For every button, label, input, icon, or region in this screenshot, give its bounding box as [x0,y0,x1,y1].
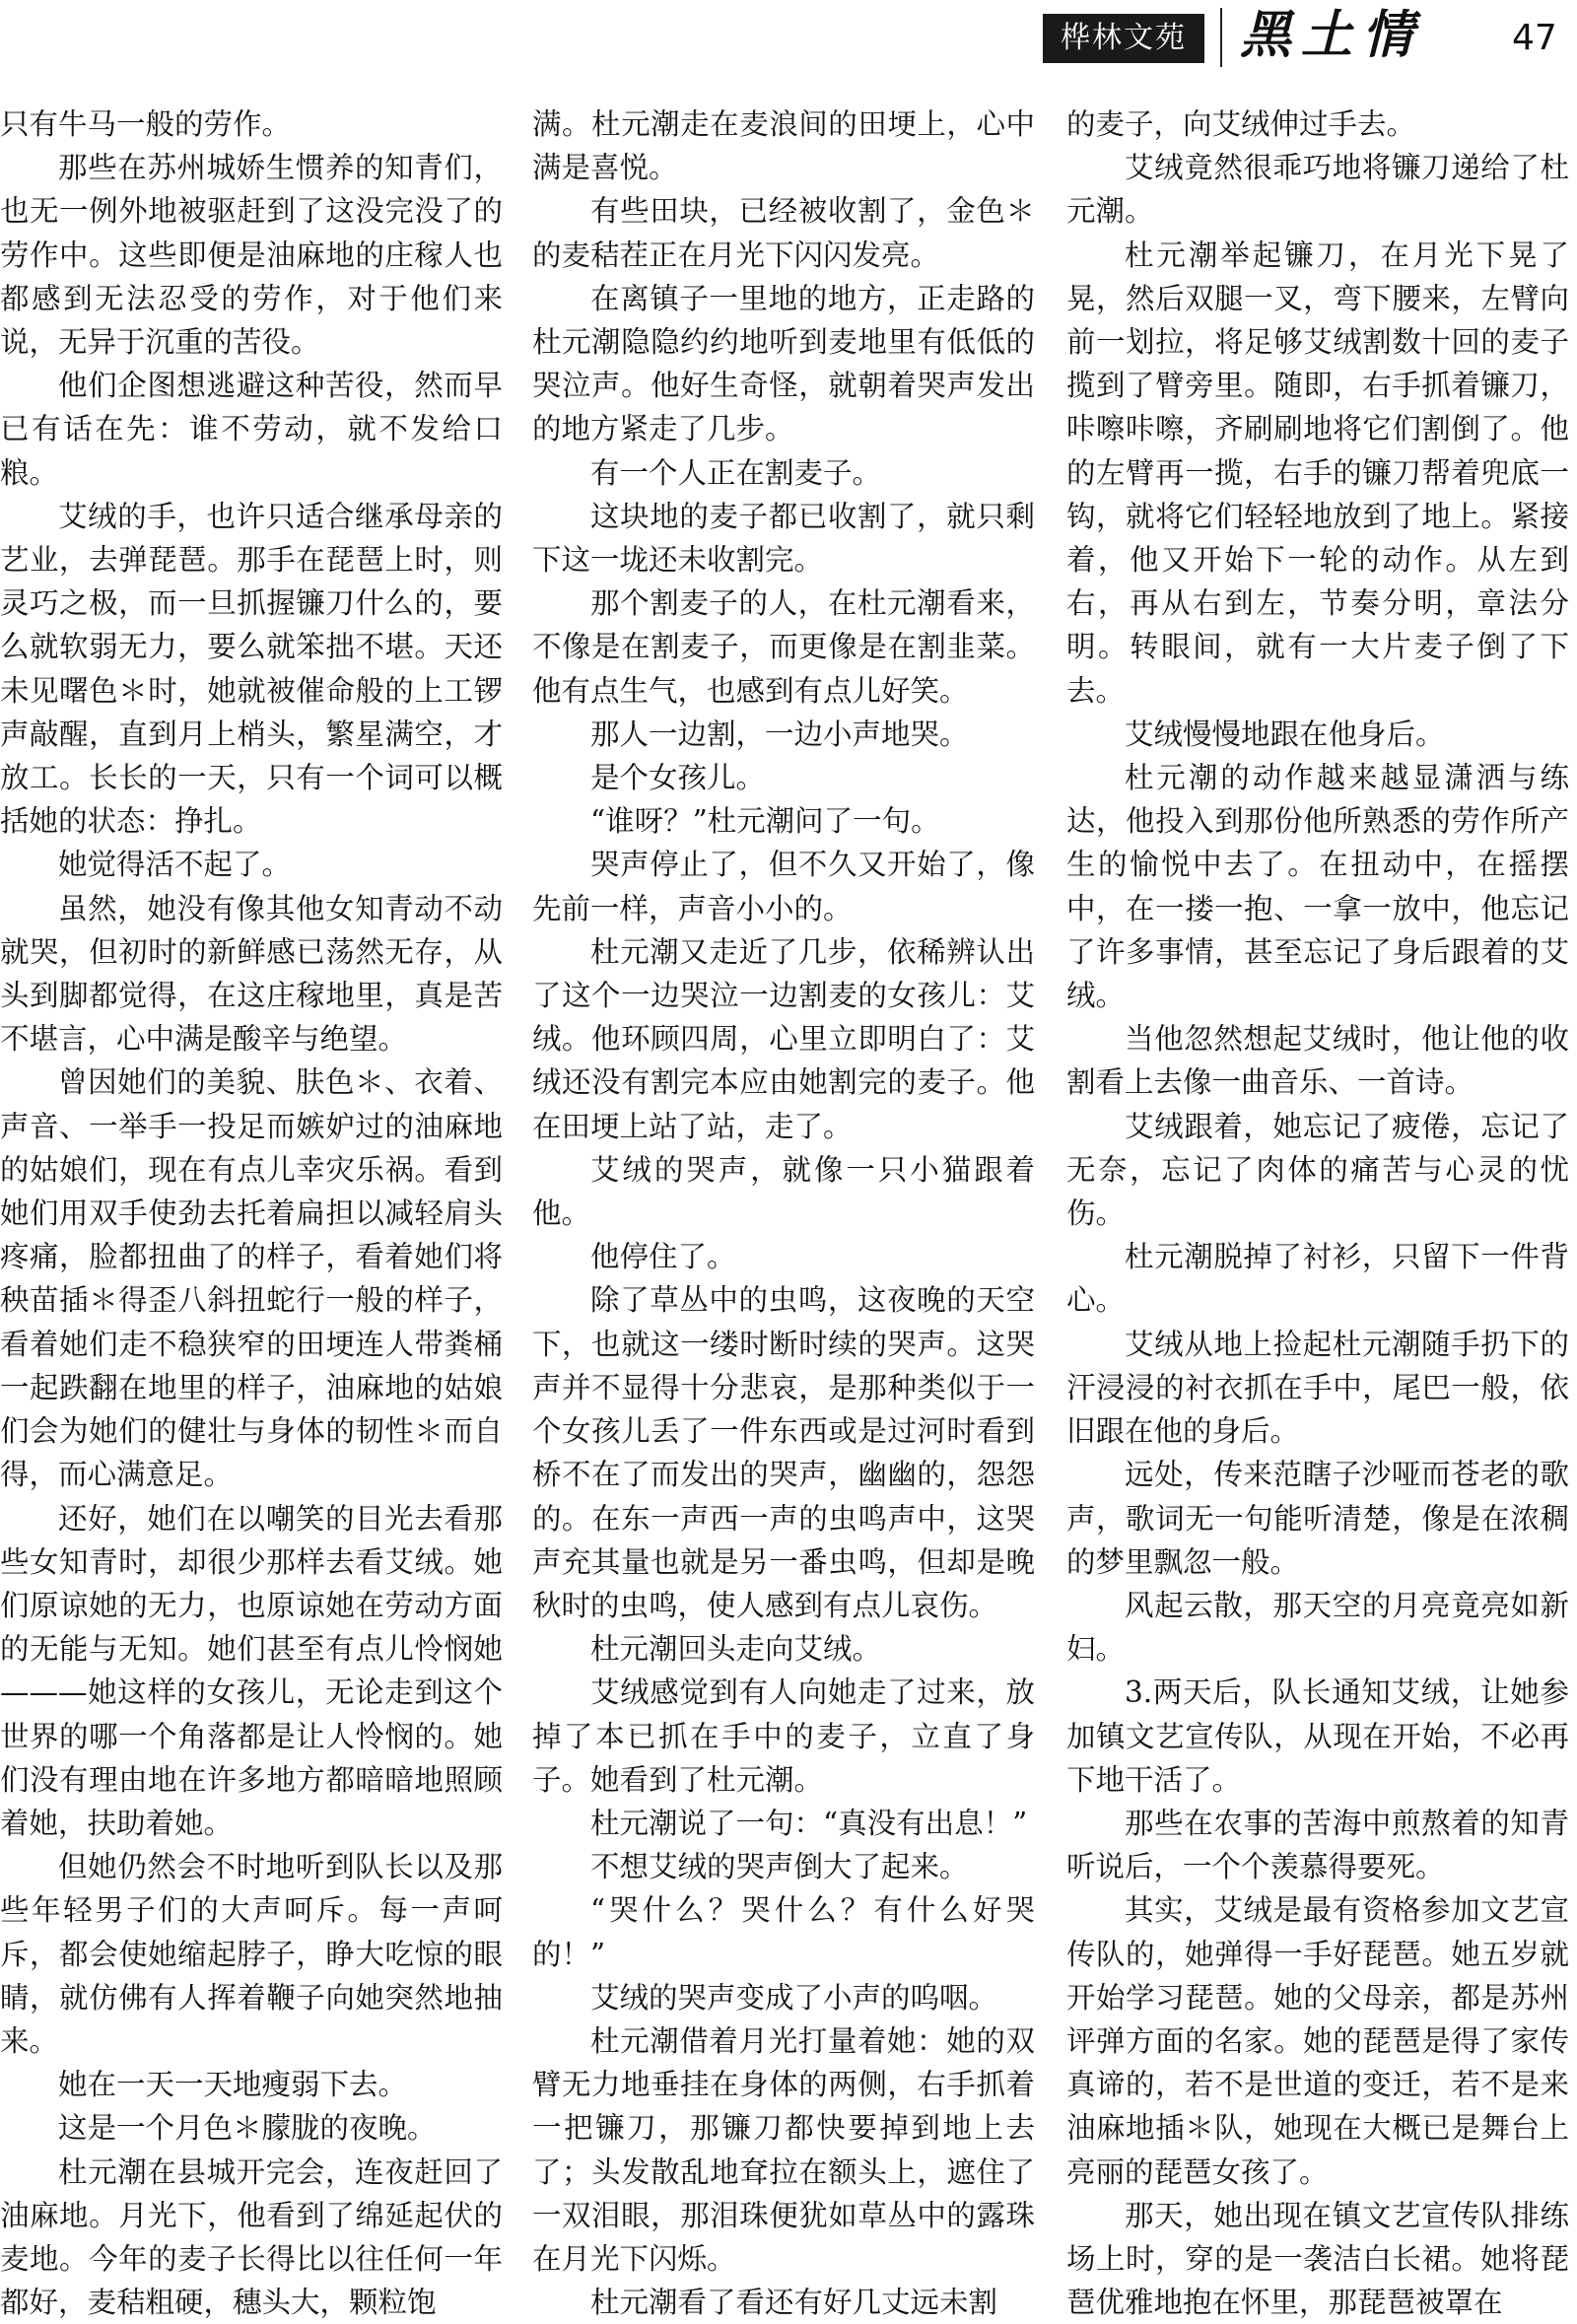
magazine-title: 黑土情 [1240,5,1424,65]
paragraph: 艾绒从地上捡起杜元潮随手扔下的汗浸浸的衬衣抓在手中，尾巴一般，依旧跟在他的身后。 [1066,1327,1569,1449]
paragraph: 这是一个月色＊朦胧的夜晚。 [58,2111,437,2146]
paragraph: 艾绒慢慢地跟在他身后。 [1125,717,1445,751]
paragraph: 艾绒感觉到有人向她走了过来，放掉了本已抓在手中的麦子，立直了身子。她看到了杜元潮。 [532,1675,1035,1797]
paragraph: 虽然，她没有像其他女知青动不动就哭，但初时的新鲜感已荡然无存，从头到脚都觉得，在这庄稼地里，真是苦不堪言，心中满是酸辛与绝望。 [0,891,503,1057]
paragraph: 其实，艾绒是最有资格参加文艺宣传队的，她弹得一手好琵琶。她五岁就开始学习琵琶。她的父母亲，都是苏州评弹方面的名家。她的琵琶是得了家传真谛的，若不是世道的变迁，若不是来油麻地插＊队，她现在大概已是舞台上亮丽的琵琶女孩了。 [1066,1893,1569,2189]
paragraph: 杜元潮借着月光打量着她：她的双臂无力地垂挂在身体的两侧，右手抓着一把镰刀，那镰刀都快要掉到地上去了；头发散乱地耷拉在额头上，遮住了一双泪眼，那泪珠便犹如草丛中的露珠在月光下闪烁。 [532,2023,1035,2276]
paragraph: 在离镇子一里地的地方，正走路的杜元潮隐隐约约地听到麦地里有低低的哭泣声。他好生奇怪，就朝着哭声发出的地方紧走了几步。 [532,281,1035,446]
paragraph: 那些在苏州城娇生惯养的知青们，也无一例外地被驱赶到了这没完没了的劳作中。这些即便是油麻地的庄稼人也都感到无法忍受的劳作，对于他们来说，无异于沉重的苦役。 [0,151,503,360]
paragraph: “谁呀？”杜元潮问了一句。 [590,804,940,839]
paragraph: 她觉得活不起了。 [58,848,292,882]
paragraph: 当他忽然想起艾绒时，他让他的收割看上去像一曲音乐、一首诗。 [1066,1022,1569,1100]
paragraph: 杜元潮回头走向艾绒。 [590,1632,882,1667]
paragraph: 艾绒的哭声，就像一只小猫跟着他。 [532,1152,1035,1231]
paragraph: 3.两天后，队长通知艾绒，让她参加镇文艺宣传队，从现在开始，不必再下地干活了。 [1066,1675,1569,1797]
paragraph: 只有牛马一般的劳作。 [0,107,292,141]
paragraph: 艾绒跟着，她忘记了疲倦，忘记了无奈，忘记了肉体的痛苦与心灵的忧伤。 [1066,1109,1569,1231]
paragraph: 杜元潮在县城开完会，连夜赶回了油麻地。月光下，他看到了绵延起伏的麦地。今年的麦子长得比以往任何一年都好，麦秸粗硬，穗头大，颗粒饱 [0,2154,503,2320]
paragraph: 风起云散，那天空的月亮竟亮如新妇。 [1066,1588,1569,1667]
section-badge: 桦林文苑 [1043,14,1204,63]
paragraph: 的麦子，向艾绒伸过手去。 [1066,107,1416,141]
paragraph: 那个割麦子的人，在杜元潮看来，不像是在割麦子，而更像是在割韭菜。他有点生气，也感到有点儿好笑。 [532,586,1035,708]
paragraph: 杜元潮脱掉了衬衫，只留下一件背心。 [1066,1240,1569,1318]
paragraph: 有一个人正在割麦子。 [590,455,882,490]
paragraph: “哭什么？哭什么？有什么好哭的！” [532,1893,1035,1971]
text-column-3 [1066,103,1569,2320]
paragraph: 那些在农事的苦海中煎熬着的知青听说后，一个个羡慕得要死。 [1066,1806,1569,1884]
text-column-1 [0,103,503,2320]
paragraph: 她在一天一天地瘦弱下去。 [58,2068,408,2102]
paragraph: 那天，她出现在镇文艺宣传队排练场上时，穿的是一袭洁白长裙。她将琵琶优雅地抱在怀里，那琵琶被罩在 [1066,2198,1569,2320]
page-number: 47 [1512,18,1557,58]
paragraph: 不想艾绒的哭声倒大了起来。 [590,1850,969,1884]
header-divider [1220,8,1222,67]
paragraph: 艾绒的哭声变成了小声的呜咽。 [590,1980,998,2015]
paragraph: 远处，传来范瞎子沙哑而苍老的歌声，歌词无一句能听清楚，像是在浓稠的梦里飘忽一般。 [1066,1458,1569,1579]
paragraph: 杜元潮看了看还有好几丈远未割 [590,2286,998,2320]
paragraph: 但她仍然会不时地听到队长以及那些年轻男子们的大声呵斥。每一声呵斥，都会使她缩起脖子，睁大吃惊的眼睛，就仿佛有人挥着鞭子向她突然地抽来。 [0,1850,503,2058]
paragraph: 他停住了。 [590,1240,736,1274]
paragraph: 除了草丛中的虫鸣，这夜晚的天空下，也就这一缕时断时续的哭声。这哭声并不显得十分悲哀，是那种类似于一个女孩儿丢了一件东西或是过河时看到桥不在了而发出的哭声，幽幽的，怨怨的。在东一声西一声的虫鸣声中，这哭声充其量也就是另一番虫鸣，但却是晚秋时的虫鸣，使人感到有点儿哀伤。 [532,1283,1035,1622]
paragraph: 这块地的麦子都已收割了，就只剩下这一垅还未收割完。 [532,499,1035,578]
paragraph: 那人一边割，一边小声地哭。 [590,717,969,751]
paragraph: 艾绒的手，也许只适合继承母亲的艺业，去弹琵琶。那手在琵琶上时，则灵巧之极，而一旦抓握镰刀什么的，要么就软弱无力，要么就笨拙不堪。天还未见曙色＊时，她就被催命般的上工锣声敲醒，直到月上梢头，繁星满空，才放工。长长的一天，只有一个词可以概括她的状态：挣扎。 [0,499,503,839]
paragraph: 杜元潮又走近了几步，依稀辨认出了这个一边哭泣一边割麦的女孩儿：艾绒。他环顾四周，心里立即明白了：艾绒还没有割完本应由她割完的麦子。他在田埂上站了站，走了。 [532,934,1035,1143]
paragraph: 哭声停止了，但不久又开始了，像先前一样，声音小小的。 [532,848,1035,925]
text-column-2 [532,103,1035,2320]
paragraph: 还好，她们在以嘲笑的目光去看那些女知青时，却很少那样去看艾绒。她们原谅她的无力，也原谅她在劳动方面的无能与无知。她们甚至有点儿怜悯她———她这样的女孩儿，无论走到这个世界的哪一个角落都是让人怜悯的。她们没有理由地在许多地方都暗暗地照顾着她，扶助着她。 [0,1501,503,1840]
paragraph: 有些田块，已经被收割了，金色＊的麦秸茬正在月光下闪闪发亮。 [532,194,1035,272]
paragraph: 曾因她们的美貌、肤色＊、衣着、声音、一举手一投足而嫉妒过的油麻地的姑娘们，现在有点儿幸灾乐祸。看到她们用双手使劲去托着扁担以减轻肩头疼痛，脸都扭曲了的样子，看着她们将秧苗插＊得歪八斜扭蛇行一般的样子，看着她们走不稳狭窄的田埂连人带粪桶一起跌翻在地里的样子，油麻地的姑娘们会为她们的健壮与身体的韧性＊而自得，而心满意足。 [0,1065,503,1492]
paragraph: 满。杜元潮走在麦浪间的田埂上，心中满是喜悦。 [532,107,1035,185]
paragraph: 杜元潮举起镰刀，在月光下晃了晃，然后双腿一叉，弯下腰来，左臂向前一划拉，将足够艾绒割数十回的麦子揽到了臂旁里。随即，右手抓着镰刀，咔嚓咔嚓，齐刷刷地将它们割倒了。他的左臂再一揽，右手的镰刀帮着兜底一钩，就将它们轻轻地放到了地上。紧接着，他又开始下一轮的动作。从左到右，再从右到左，节奏分明，章法分明。转眼间，就有一大片麦子倒了下去。 [1066,238,1569,708]
page-header [0,0,1577,75]
paragraph: 他们企图想逃避这种苦役，然而早已有话在先：谁不劳动，就不发给口粮。 [0,369,503,490]
paragraph: 杜元潮的动作越来越显潇洒与练达，他投入到那份他所熟悉的劳作所产生的愉悦中去了。在扭动中，在摇摆中，在一搂一抱、一拿一放中，他忘记了许多事情，甚至忘记了身后跟着的艾绒。 [1066,761,1569,1013]
paragraph: 杜元潮说了一句：“真没有出息！” [590,1806,1028,1840]
paragraph: 艾绒竟然很乖巧地将镰刀递给了杜元潮。 [1066,151,1569,229]
paragraph: 是个女孩儿。 [590,761,766,795]
